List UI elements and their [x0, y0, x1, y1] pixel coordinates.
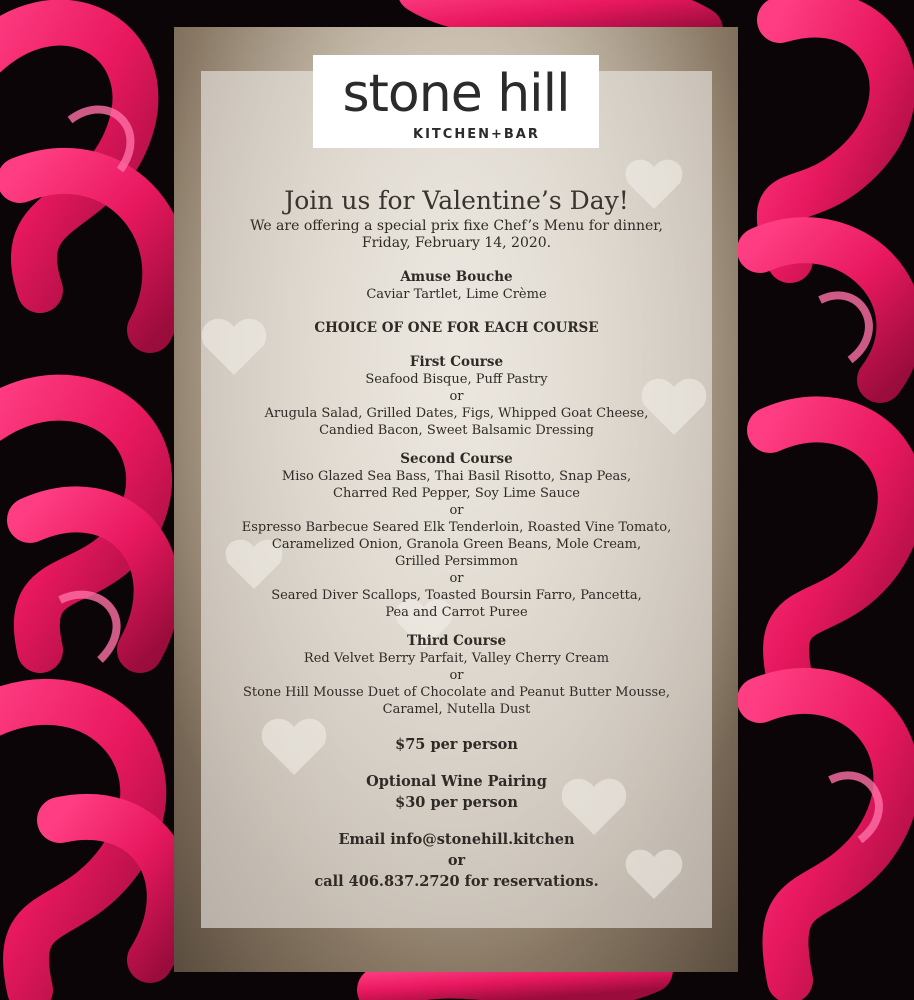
price: $75 per person — [395, 736, 518, 753]
intro-line-1: We are offering a special prix fixe Chef’s Menu for dinner, — [250, 218, 663, 234]
or-separator: or — [449, 389, 464, 404]
menu-item: Stone Hill Mousse Duet of Chocolate and Peanut Butter Mousse, — [243, 685, 670, 700]
menu-item: Espresso Barbecue Seared Elk Tenderloin, Roasted Vine Tomato, — [241, 520, 672, 535]
menu-item: Miso Glazed Sea Bass, Thai Basil Risotto, Snap Peas, — [281, 469, 632, 484]
logo-subtitle: KITCHEN+BAR — [413, 127, 540, 142]
wine-price: $30 per person — [395, 794, 518, 811]
menu-item: Seafood Bisque, Puff Pastry — [365, 372, 548, 387]
logo — [313, 55, 599, 148]
intro-line-2: Friday, February 14, 2020. — [361, 235, 552, 251]
menu-item: Seared Diver Scallops, Toasted Boursin Farro, Pancetta, — [271, 588, 642, 603]
contact-or: or — [447, 852, 466, 869]
amuse-item: Caviar Tartlet, Lime Crème — [366, 287, 547, 302]
menu-item: Arugula Salad, Grilled Dates, Figs, Whipped Goat Cheese, — [264, 406, 649, 421]
amuse-heading: Amuse Bouche — [400, 269, 513, 285]
choice-note: CHOICE OF ONE FOR EACH COURSE — [314, 320, 599, 336]
menu-content — [201, 184, 712, 892]
third-course-heading: Third Course — [406, 633, 507, 649]
page-title: Join us for Valentine’s Day! — [284, 186, 629, 215]
menu-item: Candied Bacon, Sweet Balsamic Dressing — [319, 423, 594, 438]
menu-item: Caramelized Onion, Granola Green Beans, Mole Cream, — [271, 537, 642, 552]
menu-item: Charred Red Pepper, Soy Lime Sauce — [333, 486, 580, 501]
menu-item: Caramel, Nutella Dust — [382, 702, 531, 717]
or-separator: or — [449, 668, 464, 683]
first-course-heading: First Course — [409, 354, 504, 370]
menu-item: Red Velvet Berry Parfait, Valley Cherry Cream — [303, 651, 610, 666]
contact-email[interactable]: Email info@stonehill.kitchen — [338, 831, 575, 848]
or-separator: or — [449, 503, 464, 518]
or-separator: or — [449, 571, 464, 586]
contact-phone[interactable]: call 406.837.2720 for reservations. — [314, 873, 599, 890]
logo-name: stone hill — [342, 64, 570, 124]
menu-item: Pea and Carrot Puree — [385, 605, 528, 620]
second-course-heading: Second Course — [400, 451, 513, 467]
menu-item: Grilled Persimmon — [395, 554, 518, 569]
wine-heading: Optional Wine Pairing — [366, 773, 547, 790]
